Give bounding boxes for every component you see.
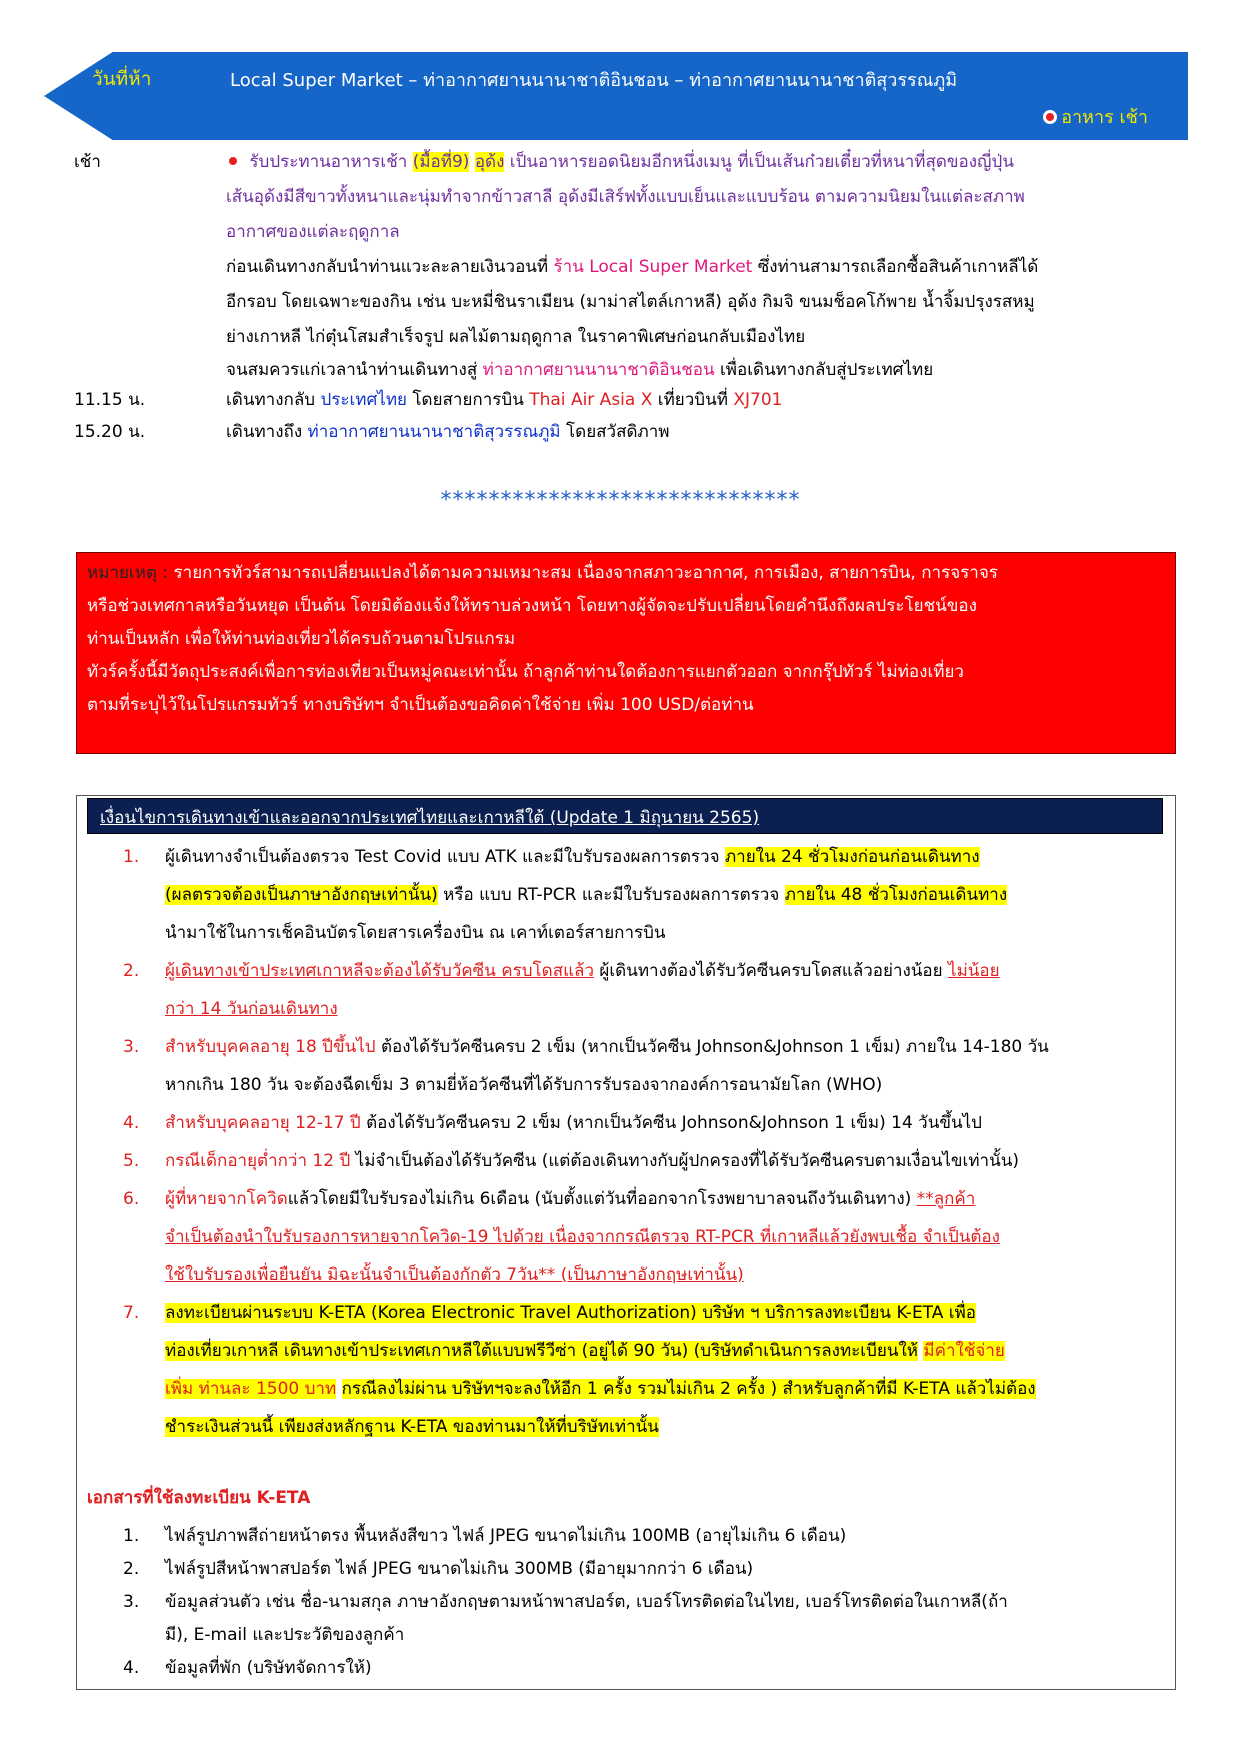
shop-desc-2: อีกรอบ โดยเฉพาะของกิน เช่น บะหมี่ชินราเมียน (มาม่าสไตล์เกาหลี) อุด้ง กิมจิ ขนมช็อคโก้พาย น้ำจิ้มปรุงรสหมู [226, 292, 1035, 312]
condition-item-3 [123, 1028, 1163, 1104]
breakfast-prefix: รับประทานอาหารเช้า [249, 152, 408, 172]
eta-doc-text: ข้อมูลที่พัก (บริษัทจัดการให้) [165, 1658, 372, 1678]
condition-1-highlight-b: ภายใน 24 ชั่วโมงก่อนก่อนเดินทาง [724, 847, 980, 867]
condition-2-text-b: ผู้เดินทางต้องได้รับวัคซีนครบโดสแล้วอย่างน้อย [599, 961, 943, 981]
flight-number: XJ701 [733, 390, 783, 410]
arrive-suffix: โดยสวัสดิภาพ [566, 422, 670, 442]
breakfast-desc-3: อากาศของแต่ละฤดูกาล [226, 222, 400, 242]
eta-docs-title: เอกสารที่ใช้ลงทะเบียน K-ETA [87, 1488, 311, 1508]
eta-doc-item-3 [123, 1586, 1163, 1652]
airport-suffix: เพื่อเดินทางกลับสู่ประเทศไทย [719, 360, 934, 380]
condition-2-text-d: กว่า 14 วันก่อนเดินทาง [165, 999, 338, 1019]
condition-1-highlight-e: ภายใน 48 ชั่วโมงก่อนเดินทาง [784, 885, 1008, 905]
condition-number: 4. [123, 1113, 140, 1133]
eta-doc-number: 2. [123, 1559, 140, 1579]
condition-6-text-c: **ลูกค้า [916, 1189, 976, 1209]
eta-doc-item-4 [123, 1652, 1163, 1685]
eta-doc-number: 1. [123, 1526, 140, 1546]
note-line-1 [87, 557, 1165, 590]
condition-3-text-c: หากเกิน 180 วัน จะต้องฉีดเข็ม 3 ตามยี่ห้อวัคซีนที่ได้รับการรับรองจากองค์การอนามัยโลก (WHO) [165, 1075, 883, 1095]
airport-prefix: จนสมควรแก่เวลานำท่านเดินทางสู่ [226, 360, 478, 380]
conditions-header-text: เงื่อนไขการเดินทางเข้าและออกจากประเทศไทยและเกาหลีใต้ (Update 1 มิถุนายน 2565) [100, 808, 760, 828]
note-line-5: ตามที่ระบุไว้ในโปรแกรมทัวร์ ทางบริษัทฯ จำเป็นต้องขอคิดค่าใช้จ่าย เพิ่ม 100 USD/ต่อท่าน [87, 695, 754, 715]
condition-1-text-a: ผู้เดินทางจำเป็นต้องตรวจ Test Covid แบบ ATK และมีใบรับรองผลการตรวจ [165, 847, 720, 867]
eta-doc-text-cont: มี), E-mail และประวัติของลูกค้า [165, 1625, 405, 1645]
shop-desc-3: ย่างเกาหลี ไก่ตุ๋นโสมสำเร็จรูป ผลไม้ตามฤดูกาล ในราคาพิเศษก่อนกลับเมืองไทย [226, 327, 806, 347]
time-morning: เช้า [74, 152, 101, 172]
condition-item-7 [123, 1294, 1163, 1446]
schedule [74, 145, 1174, 450]
condition-7-text-f: ชำระเงินส่วนนี้ เพียงส่งหลักฐาน K-ETA ของท่านมาให้ที่บริษัทเท่านั้น [165, 1417, 659, 1437]
condition-5-text-a: กรณีเด็กอายุต่ำกว่า 12 ปี [165, 1151, 351, 1171]
shop-line-1 [226, 250, 1174, 285]
condition-4-text-a: สำหรับบุคคลอายุ 12-17 ปี [165, 1113, 361, 1133]
arrive-airport: ท่าอากาศยานนานาชาติสุวรรณภูมิ [307, 422, 561, 442]
condition-6-text-d: จำเป็นต้องนำใบรับรองการหายจากโควิด-19 ไปด้วย เนื่องจากกรณีตรวจ RT-PCR ที่เกาหลีแล้วยังพบเชื้อ จำเป็นต้อง [165, 1227, 1000, 1247]
condition-6-text-e: ใช้ใบรับรองเพื่อยืนยัน มิฉะนั้นจำเป็นต้องกักตัว 7วัน** (เป็นภาษาอังกฤษเท่านั้น) [165, 1265, 744, 1285]
airport-line [226, 355, 1174, 385]
breakfast-line-1 [226, 145, 1174, 180]
conditions-header [87, 798, 1163, 834]
condition-7-text-b: ท่องเที่ยวเกาหลี เดินทางเข้าประเทศเกาหลีใต้แบบฟรีวีซ่า (อยู่ได้ 90 วัน) (บริษัทดำเนินการลงทะเบียนให้ [165, 1341, 918, 1361]
udon-highlight: อุด้ง [474, 152, 505, 172]
depart-country: ประเทศไทย [320, 390, 408, 410]
depart-prefix: เดินทางกลับ [226, 390, 316, 410]
condition-7-text-a: ลงทะเบียนผ่านระบบ K-ETA (Korea Electronic Travel Authorization) บริษัท ฯ บริการลงทะเบียน K-ETA เพื่อ [165, 1303, 977, 1323]
condition-6-text-a: ผู้ที่หายจากโควิด [165, 1189, 288, 1209]
condition-3-text-b: ต้องได้รับวัคซีนครบ 2 เข็ม (หากเป็นวัคซีน Johnson&Johnson 1 เข็ม) ภายใน 14-180 วัน [380, 1037, 1049, 1057]
condition-1-text-d: หรือ แบบ RT-PCR และมีใบรับรองผลการตรวจ [443, 885, 780, 905]
condition-6-text-b: แล้วโดยมีใบรับรองไม่เกิน 6เดือน (นับตั้งแต่วันที่ออกจากโรงพยาบาลจนถึงวันเดินทาง) [287, 1189, 912, 1209]
separator-stars: ****************************** [440, 488, 801, 513]
condition-1-highlight-c: (ผลตรวจต้องเป็นภาษาอังกฤษเท่านั้น) [165, 885, 438, 905]
condition-item-2 [123, 952, 1163, 1028]
eta-docs-list [123, 1520, 1163, 1685]
condition-4-text-b: ต้องได้รับวัคซีนครบ 2 เข็ม (หากเป็นวัคซีน Johnson&Johnson 1 เข็ม) 14 วันขึ้นไป [366, 1113, 982, 1133]
condition-2-text-a: ผู้เดินทางเข้าประเทศเกาหลีจะต้องได้รับวัคซีน ครบโดสแล้ว [165, 961, 594, 981]
condition-3-text-a: สำหรับบุคคลอายุ 18 ปีขึ้นไป [165, 1037, 376, 1057]
shop-name: ร้าน Local Super Market [553, 257, 753, 277]
shop-prefix: ก่อนเดินทางกลับนำท่านแวะละลายเงินวอนที่ [226, 257, 549, 277]
flight-label: เที่ยวบินที่ [657, 390, 728, 410]
eta-doc-number: 4. [123, 1658, 140, 1678]
conditions-list [123, 838, 1163, 1446]
condition-number: 2. [123, 961, 140, 981]
airline-name: Thai Air Asia X [529, 390, 653, 410]
eta-doc-number: 3. [123, 1592, 140, 1612]
schedule-row-arrive [74, 415, 1174, 450]
condition-number: 3. [123, 1037, 140, 1057]
schedule-row-morning [74, 145, 1174, 385]
day-route: Local Super Market – ท่าอากาศยานนานาชาติอินชอน – ท่าอากาศยานนานาชาติสุวรรณภูมิ [230, 70, 958, 91]
schedule-row-depart [74, 385, 1174, 415]
note-line-2: หรือช่วงเทศกาลหรือวันหยุด เป็นต้น โดยมิต้องแจ้งให้ทราบล่วงหน้า โดยทางผู้จัดจะปรับเปลี่ยนโดยคำนึงถึงผลประโยชน์ของ [87, 596, 977, 616]
condition-item-4 [123, 1104, 1163, 1142]
condition-item-6 [123, 1180, 1163, 1294]
condition-item-5 [123, 1142, 1163, 1180]
time-arrive: 15.20 น. [74, 422, 146, 442]
depart-by: โดยสายการบิน [412, 390, 524, 410]
eta-doc-text: ข้อมูลส่วนตัว เช่น ชื่อ-นามสกุล ภาษาอังกฤษตามหน้าพาสปอร์ต, เบอร์โทรติดต่อในไทย, เบอร์โทรติดต่อในเกาหลี(ถ้า [165, 1592, 1008, 1612]
day-banner [44, 52, 1188, 140]
plate-icon [1043, 110, 1057, 124]
condition-number: 5. [123, 1151, 140, 1171]
eta-doc-item-2 [123, 1553, 1163, 1586]
shop-suffix: ซึ่งท่านสามารถเลือกซื้อสินค้าเกาหลีได้ [757, 257, 1039, 277]
plate-icon [226, 154, 240, 168]
condition-5-text-b: ไม่จำเป็นต้องได้รับวัคซีน (แต่ต้องเดินทางกับผู้ปกครองที่ได้รับวัคซีนครบตามเงื่อนไขเท่านั้น) [355, 1151, 1019, 1171]
note-text-1: รายการทัวร์สามารถเปลี่ยนแปลงได้ตามความเหมาะสม เนื่องจากสภาวะอากาศ, การเมือง, สายการบิน, การจราจร [173, 563, 998, 583]
condition-number: 6. [123, 1189, 140, 1209]
condition-number: 1. [123, 847, 140, 867]
condition-7-text-e: กรณีลงไม่ผ่าน บริษัทฯจะลงให้อีก 1 ครั้ง รวมไม่เกิน 2 ครั้ง ) สำหรับลูกค้าที่มี K-ETA แล้วไม่ต้อง [341, 1379, 1036, 1399]
note-lead: หมายเหตุ : [87, 563, 169, 583]
day-label: วันที่ห้า [92, 68, 152, 90]
time-depart: 11.15 น. [74, 390, 146, 410]
condition-7-text-d: เพิ่ม ท่านละ 1500 บาท [165, 1379, 337, 1399]
meal-label: อาหาร เช้า [1061, 107, 1148, 128]
conditions-box [76, 795, 1176, 1690]
breakfast-desc-2: เส้นอุด้งมีสีขาวทั้งหนาและนุ่มทำจากข้าวสาลี อุด้งมีเสิร์ฟทั้งแบบเย็นและแบบร้อน ตามความนิยมในแต่ละสภาพ [226, 187, 1025, 207]
arrive-prefix: เดินทางถึง [226, 422, 303, 442]
airport-name: ท่าอากาศยานนานาชาติอินชอน [482, 360, 715, 380]
condition-1-text-f: นำมาใช้ในการเช็คอินบัตรโดยสารเครื่องบิน ณ เคาท์เตอร์สายการบิน [165, 923, 666, 943]
note-line-4: ทัวร์ครั้งนี้มีวัตถุประสงค์เพื่อการท่องเที่ยวเป็นหมู่คณะเท่านั้น ถ้าลูกค้าท่านใดต้องการแยกตัวออก จากกรุ๊ปทัวร์ ไม่ท่องเที่ยว [87, 662, 964, 682]
eta-doc-text: ไฟล์รูปภาพสีถ่ายหน้าตรง พื้นหลังสีขาว ไฟล์ JPEG ขนาดไม่เกิน 100MB (อายุไม่เกิน 6 เดือน) [165, 1526, 847, 1546]
note-box [76, 552, 1176, 754]
day-meal [1043, 102, 1148, 131]
condition-number: 7. [123, 1303, 140, 1323]
eta-doc-text: ไฟล์รูปสีหน้าพาสปอร์ต ไฟล์ JPEG ขนาดไม่เกิน 300MB (มีอายุมากกว่า 6 เดือน) [165, 1559, 754, 1579]
note-line-3: ท่านเป็นหลัก เพื่อให้ท่านท่องเที่ยวได้ครบถ้วนตามโปรแกรม [87, 629, 516, 649]
condition-2-text-c: ไม่น้อย [948, 961, 1000, 981]
eta-doc-item-1 [123, 1520, 1163, 1553]
breakfast-meal-number: (มื้อที่9) [412, 152, 470, 172]
breakfast-desc-1: เป็นอาหารยอดนิยมอีกหนึ่งเมนู ที่เป็นเส้นก๋วยเตี๋ยวที่หนาที่สุดของญี่ปุ่น [509, 152, 1014, 172]
condition-item-1 [123, 838, 1163, 952]
condition-7-text-c: มีค่าใช้จ่าย [923, 1341, 1005, 1361]
